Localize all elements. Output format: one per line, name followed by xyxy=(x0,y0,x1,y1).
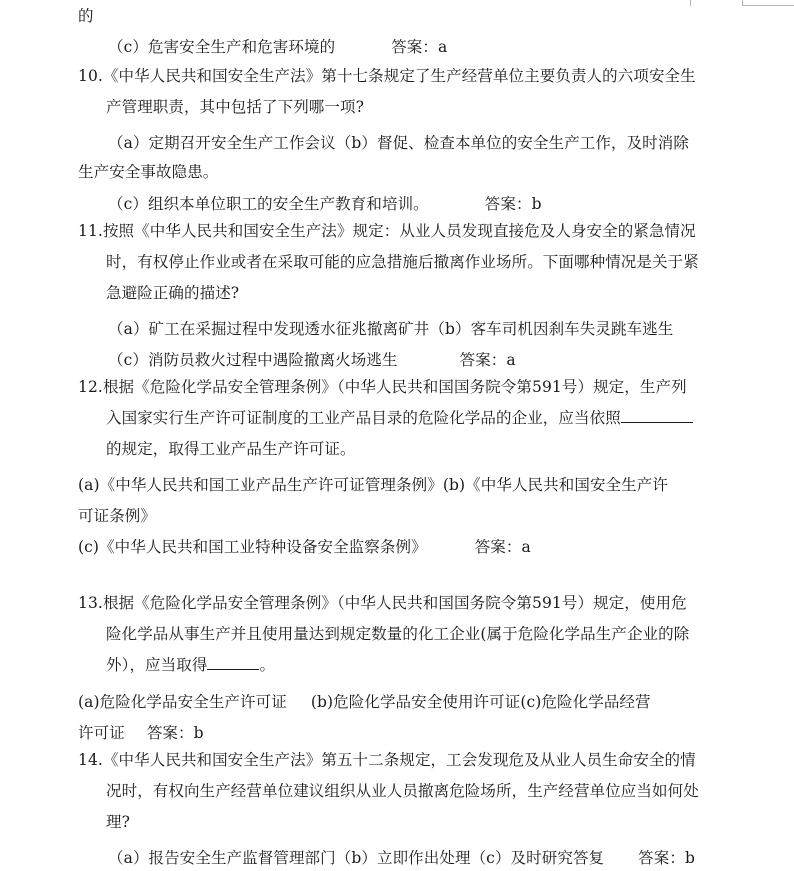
text-line xyxy=(106,283,239,303)
line-text: 的 xyxy=(78,7,94,25)
option-line xyxy=(108,37,447,57)
option-line xyxy=(78,692,651,712)
text-line xyxy=(106,624,689,644)
answer-text: 答案：a xyxy=(459,351,516,369)
line-text: 况时，有权向生产经营单位建议组织从业人员撤离危险场所，生产经营单位应当如何处 xyxy=(106,782,699,800)
option-line xyxy=(78,475,668,495)
line-text: 急避险正确的描述? xyxy=(106,284,240,302)
text-line xyxy=(106,252,699,272)
line-text: 可证条例》 xyxy=(78,507,157,525)
text-line xyxy=(106,781,699,801)
option-text: (a)危险化学品安全生产许可证 xyxy=(78,693,287,711)
question-12 xyxy=(78,377,687,397)
option-line xyxy=(78,537,531,557)
text-line xyxy=(106,97,364,117)
option-text: （c）组织本单位职工的安全生产教育和培训。 xyxy=(108,195,429,213)
text-line xyxy=(78,162,218,182)
text-line xyxy=(106,408,693,428)
answer-text: 答案：b xyxy=(484,195,542,213)
line-text: 险化学品从事生产并且使用量达到规定数量的化工企业(属于危险化学品生产企业的除 xyxy=(106,625,690,643)
fill-in-blank xyxy=(207,655,259,670)
line-text: 外），应当取得 xyxy=(106,656,208,674)
option-line xyxy=(108,350,516,370)
option-text: （a）定期召开安全生产工作会议（b）督促、检查本单位的安全生产工作，及时消除 xyxy=(108,134,689,152)
page-corner-mark-right xyxy=(742,0,794,6)
option-line xyxy=(108,319,673,339)
answer-text: 答案：b xyxy=(638,849,695,867)
page-corner-mark-left xyxy=(690,0,691,6)
line-text: 生产安全事故隐患。 xyxy=(78,163,219,181)
option-text: 许可证 xyxy=(78,724,125,742)
option-text: （a）矿工在采掘过程中发现透水征兆撤离矿井（b）客车司机因刹车失灵跳车逃生 xyxy=(108,320,674,338)
option-text: (b)危险化学品安全使用许可证(c)危险化学品经营 xyxy=(310,693,651,711)
text-line xyxy=(106,655,275,675)
text-line xyxy=(78,506,156,526)
fill-in-blank xyxy=(621,408,693,423)
line-text: 理? xyxy=(106,813,131,831)
question-text: 10.《中华人民共和国安全生产法》第十七条规定了生产经营单位主要负责人的六项安全生 xyxy=(78,67,696,85)
line-text: 。 xyxy=(259,656,276,674)
line-text: 产管理职责，其中包括了下列哪一项? xyxy=(106,98,365,116)
option-line xyxy=(108,194,542,214)
option-text: （c）消防员救火过程中遇险撤离火场逃生 xyxy=(108,351,398,369)
question-text: 14.《中华人民共和国安全生产法》第五十二条规定，工会发现危及从业人员生命安全的情 xyxy=(78,751,696,769)
line-text: 的规定，取得工业产品生产许可证。 xyxy=(106,440,356,458)
text-line xyxy=(78,6,94,26)
line-text: 时，有权停止作业或者在采取可能的应急措施后撤离作业场所。下面哪种情况是关于紧 xyxy=(106,253,699,271)
question-text: 13.根据《危险化学品安全管理条例》（中华人民共和国国务院令第591号）规定，使用危 xyxy=(78,594,687,612)
option-line xyxy=(108,133,689,153)
question-text: 12.根据《危险化学品安全管理条例》（中华人民共和国国务院令第591号）规定，生产列 xyxy=(78,378,687,396)
option-text: （a）报告安全生产监督管理部门（b）立即作出处理（c）及时研究答复 xyxy=(108,849,605,867)
option-line xyxy=(108,848,695,868)
question-13 xyxy=(78,593,687,613)
text-line xyxy=(106,812,130,832)
question-text: 11.按照《中华人民共和国安全生产法》规定：从业人员发现直接危及人身安全的紧急情况 xyxy=(78,222,696,240)
answer-text: 答案：b xyxy=(146,724,204,742)
option-text: (c)《中华人民共和国工业特种设备安全监察条例》 xyxy=(78,538,427,556)
answer-text: 答案：a xyxy=(391,38,448,56)
answer-text: 答案：a xyxy=(474,538,531,556)
line-text: 入国家实行生产许可证制度的工业产品目录的危险化学品的企业，应当依照 xyxy=(106,409,621,427)
text-line xyxy=(106,439,356,459)
option-line xyxy=(78,723,204,743)
question-10 xyxy=(78,66,696,86)
question-11 xyxy=(78,221,696,241)
option-text: （c）危害安全生产和危害环境的 xyxy=(108,38,336,56)
question-14 xyxy=(78,750,696,770)
option-text: (a)《中华人民共和国工业产品生产许可证管理条例》(b)《中华人民共和国安全生产许 xyxy=(78,476,668,494)
